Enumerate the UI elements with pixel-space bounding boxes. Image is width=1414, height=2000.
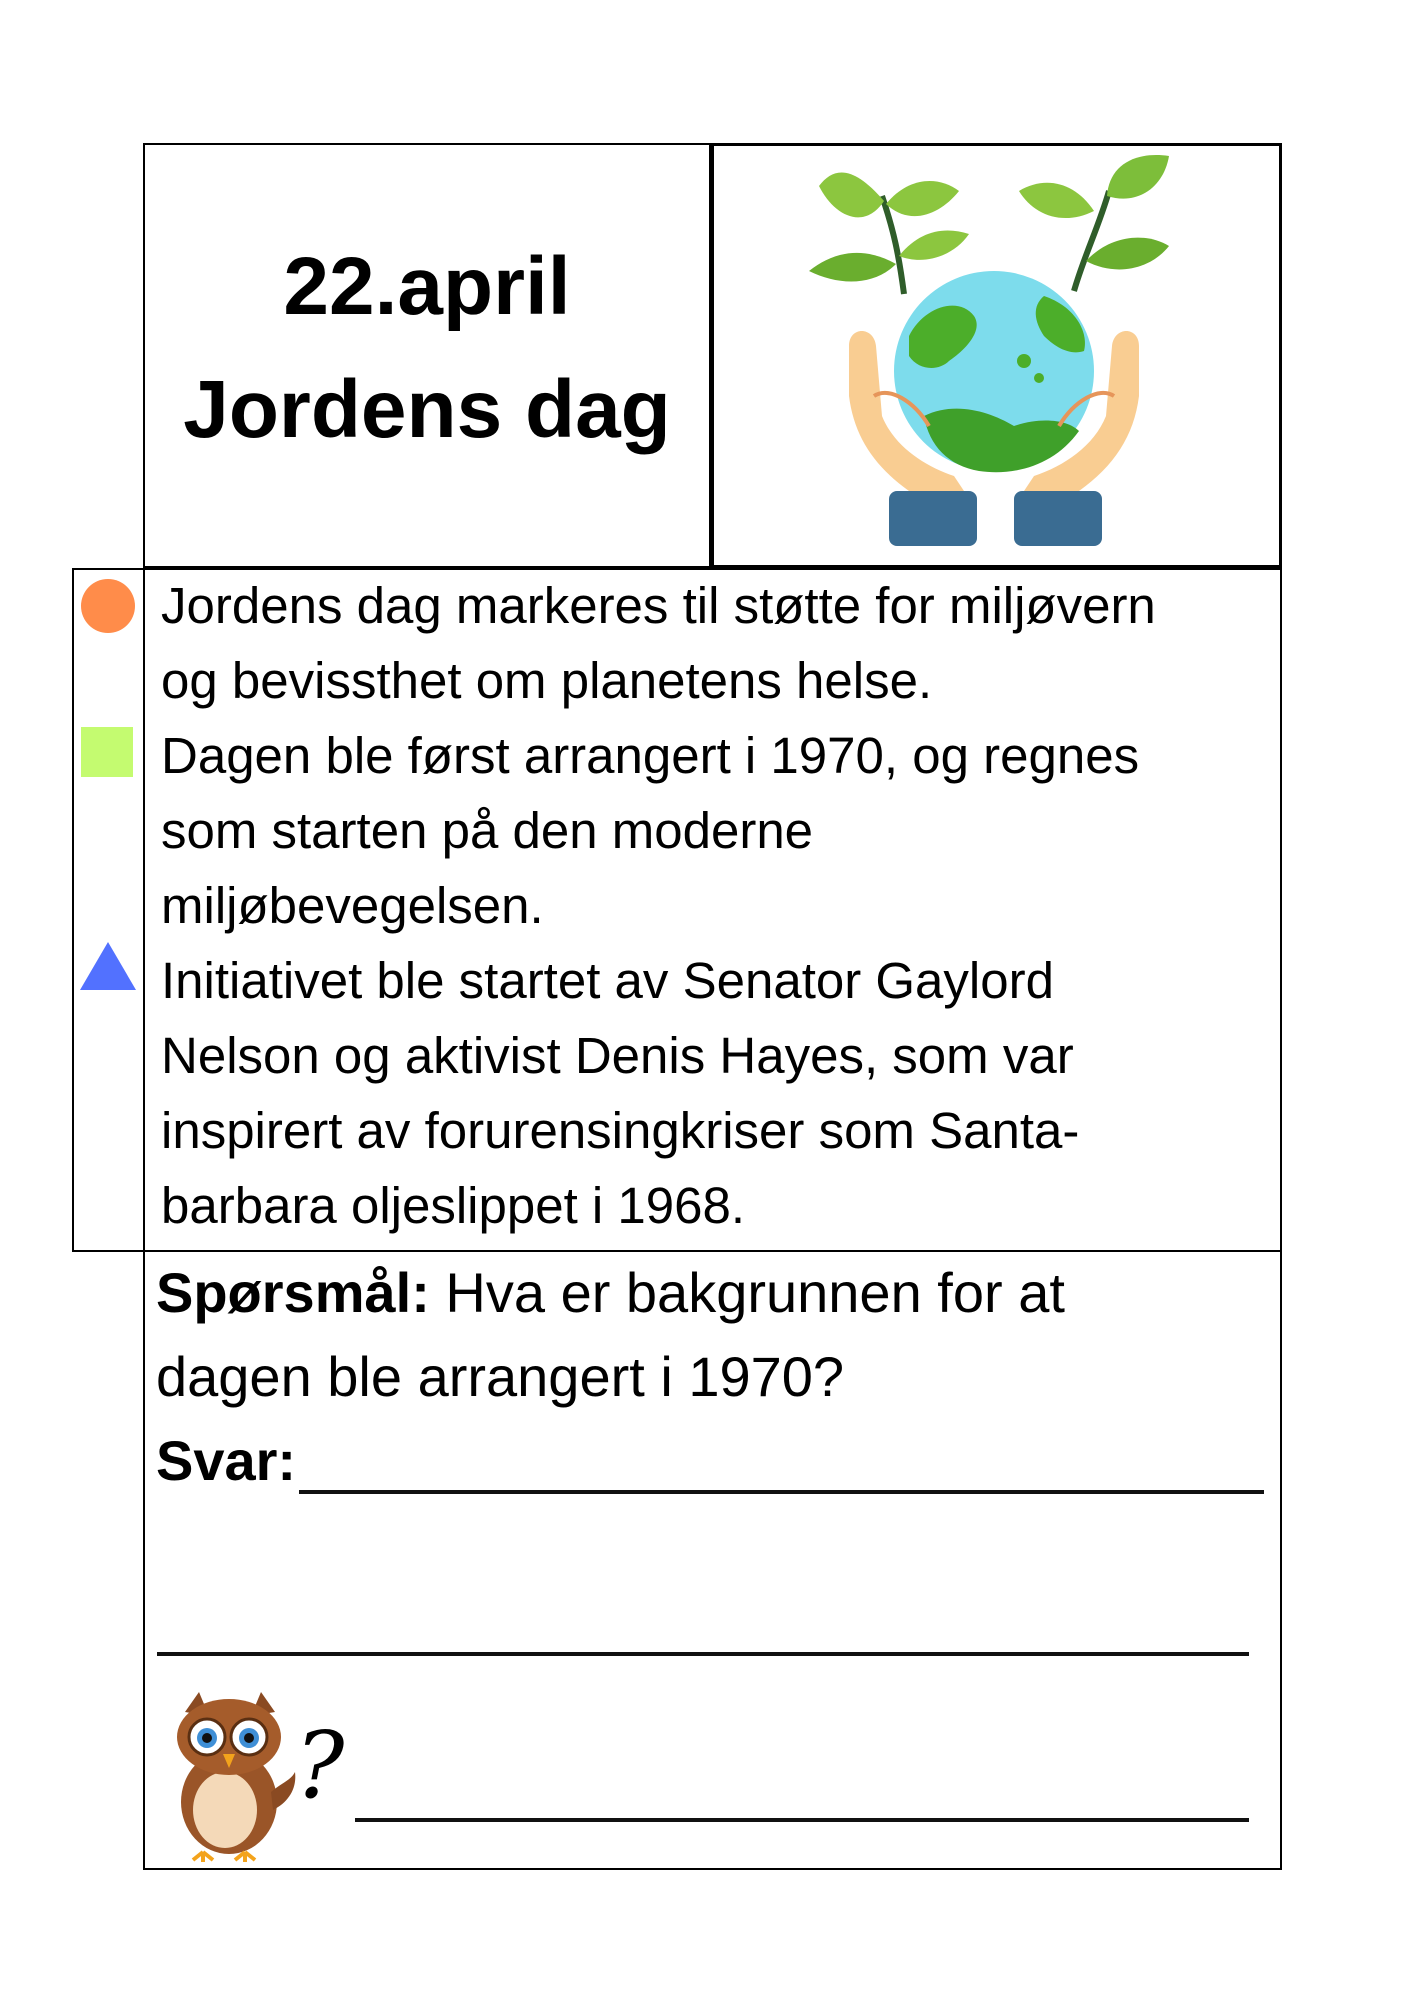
info-line: barbara oljeslippet i 1968.	[161, 1177, 746, 1234]
question-label: Spørsmål:	[156, 1261, 430, 1324]
info-line: som starten på den moderne	[161, 802, 814, 859]
question-line	[156, 1260, 1065, 1325]
info-box	[143, 568, 1282, 1252]
question-text-line2: dagen ble arrangert i 1970?	[156, 1345, 845, 1408]
answer-line[interactable]	[157, 1652, 1249, 1656]
title-box	[143, 143, 711, 568]
answer-line[interactable]	[299, 1490, 1264, 1494]
illustration-box	[711, 143, 1282, 568]
date-heading: 22.april	[283, 241, 571, 332]
question-box	[143, 1252, 1282, 1870]
info-line: Dagen ble først arrangert i 1970, og regnes	[161, 727, 1140, 784]
question-text: Hva er bakgrunnen for at	[429, 1261, 1065, 1324]
question-mark: ?	[295, 1712, 345, 1819]
info-line: og bevissthet om planetens helse.	[161, 652, 933, 709]
blue-triangle-icon	[80, 942, 136, 990]
info-line: Initiativet ble startet av Senator Gaylord	[161, 952, 1054, 1009]
symbol-column	[72, 568, 143, 1252]
green-square-icon	[81, 727, 133, 777]
answer-label: Svar:	[156, 1429, 297, 1492]
info-line: inspirert av forurensingkriser som Santa-	[161, 1102, 1080, 1159]
info-line: Jordens dag markeres til støtte for miljøvern	[161, 577, 1156, 634]
answer-line[interactable]	[355, 1818, 1249, 1822]
owl-icon	[163, 1692, 298, 1862]
info-line: miljøbevegelsen.	[161, 877, 544, 934]
orange-circle-icon	[81, 579, 135, 633]
earth-in-hands-icon	[714, 146, 1279, 565]
info-line: Nelson og aktivist Denis Hayes, som var	[161, 1027, 1074, 1084]
page-title: Jordens dag	[183, 364, 671, 455]
